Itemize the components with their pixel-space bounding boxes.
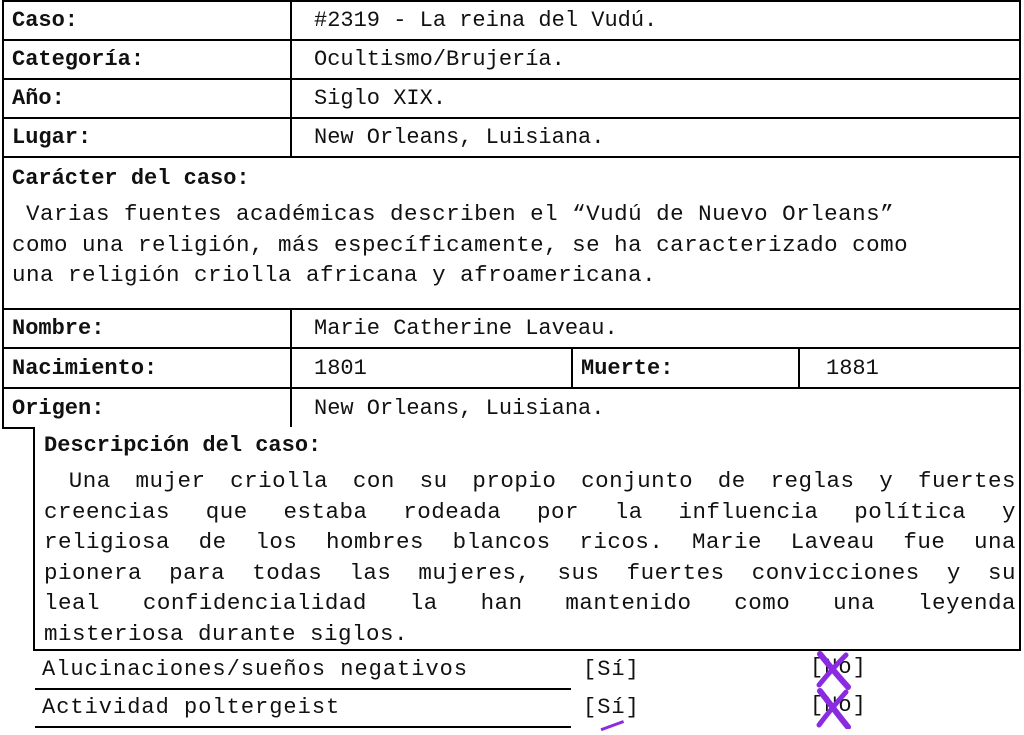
checklist-no-hallucinations[interactable]: [No]	[810, 655, 867, 680]
case-character-text	[12, 199, 908, 291]
name-label: Nombre:	[12, 316, 105, 341]
case-description-section	[33, 427, 1021, 651]
origin-label: Origen:	[12, 395, 105, 421]
case-number-label: Caso:	[12, 8, 79, 33]
case-number-row	[2, 0, 1021, 41]
place-row	[2, 117, 1021, 158]
birth-label: Nacimiento:	[12, 355, 158, 381]
category-label: Categoría:	[12, 47, 145, 72]
origin-value: New Orleans, Luisiana.	[314, 395, 605, 421]
case-description-line: misteriosa durante siglos.	[44, 620, 409, 647]
birth-value: 1801	[314, 355, 367, 381]
checklist-label-poltergeist: Actividad poltergeist	[42, 695, 341, 720]
origin-row	[2, 387, 1021, 429]
checklist-yes-poltergeist[interactable]: [Sí]	[583, 695, 640, 720]
case-description-line: religiosa de los hombres blancos ricos. Marie Laveau fue una	[44, 529, 1016, 555]
death-value: 1881	[826, 355, 879, 381]
category-row	[2, 39, 1021, 80]
year-value: Siglo XIX.	[314, 86, 447, 111]
name-row	[2, 308, 1021, 349]
birth-death-row	[2, 347, 1021, 389]
case-description-label: Descripción del caso:	[44, 433, 322, 458]
case-character-section	[2, 156, 1021, 310]
cross-mark-icon	[814, 687, 854, 729]
name-value: Marie Catherine Laveau.	[314, 316, 618, 341]
checklist-label-hallucinations: Alucinaciones/sueños negativos	[42, 657, 469, 682]
case-description-text	[44, 466, 1016, 649]
case-character-line: Varias fuentes académicas describen el “Vudú de Nuevo Orleans”	[12, 201, 895, 227]
stray-ink-mark	[601, 720, 626, 735]
case-description-line: Una mujer criolla con su propio conjunto de reglas y fuertes	[44, 468, 1016, 494]
place-label: Lugar:	[12, 125, 92, 150]
case-character-line: una religión criolla africana y afroamericana.	[12, 262, 657, 288]
death-label: Muerte:	[581, 355, 674, 381]
checklist-yes-hallucinations[interactable]: [Sí]	[583, 657, 640, 682]
case-description-line: leal confidencialidad la han mantenido como una leyenda	[44, 590, 1016, 616]
case-character-line: como una religión, más específicamente, se ha caracterizado como	[12, 231, 909, 258]
category-value: Ocultismo/Brujería.	[314, 47, 565, 72]
place-value: New Orleans, Luisiana.	[314, 125, 605, 150]
case-number-value: #2319 - La reina del Vudú.	[314, 8, 658, 33]
year-row	[2, 78, 1021, 119]
cross-mark-icon	[814, 650, 854, 690]
year-label: Año:	[12, 86, 65, 111]
case-description-line: creencias que estaba rodeada por la influencia política y	[44, 498, 1016, 525]
checklist-no-poltergeist[interactable]: [No]	[810, 693, 867, 718]
case-description-line: pionera para todas las mujeres, sus fuertes convicciones y su	[44, 559, 1016, 586]
case-character-label: Carácter del caso:	[12, 166, 250, 191]
